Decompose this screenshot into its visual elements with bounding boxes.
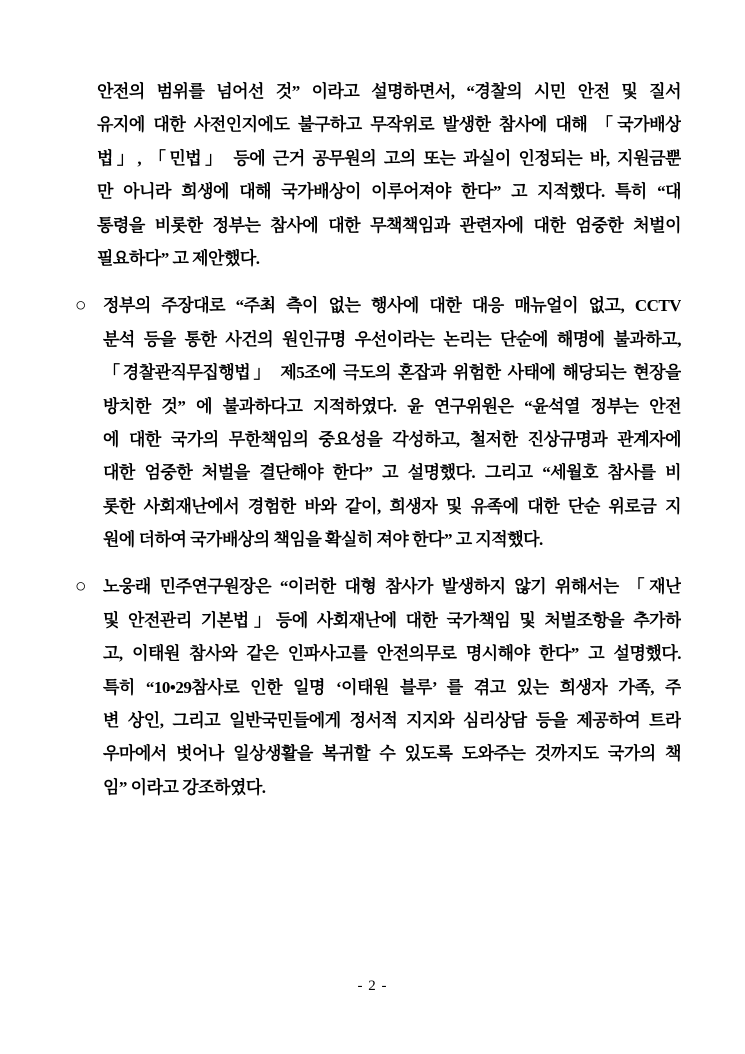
text-line: 분석 등을 통한 사건의 원인규명 우선이라는 논리는 단순에 해명에 불과하고,	[103, 329, 681, 349]
paragraph-bullet-1	[75, 289, 681, 556]
text-line: 만 아니라 희생에 대해 국가배상이 이루어져야 한다” 고 지적했다. 특히 “대	[97, 182, 681, 202]
page-number: - 2 -	[357, 978, 388, 994]
text-line: 대한 엄중한 처벌을 결단해야 한다” 고 설명했다. 그리고 “세월호 참사를 비	[103, 463, 681, 483]
text-line: 안전의 범위를 넘어선 것” 이라고 설명하면서, “경찰의 시민 안전 및 질서	[97, 82, 681, 101]
text-line: 에 대한 국가의 무한책임의 중요성을 각성하고, 철저한 진상규명과 관계자에	[103, 429, 681, 449]
text-line: 특히 “10•29참사로 인한 일명 ‘이태원 블루’ 를 겪고 있는 희생자 가족, 주	[103, 677, 681, 697]
paragraph-bullet-2	[75, 570, 681, 804]
text-line: 원에 더하여 국가배상의 책임을 확실히 져야 한다” 고 지적했다.	[103, 530, 543, 550]
text-line: 노웅래 민주연구원장은 “이러한 대형 참사가 발생하지 않기 위해서는 「재난	[103, 577, 681, 597]
text-line: 유지에 대한 사전인지에도 불구하고 무작위로 발생한 참사에 대해 「국가배상	[97, 115, 681, 135]
text-line: 법」, 「민법」 등에 근거 공무원의 고의 또는 과실이 인정되는 바, 지원금뿐	[97, 148, 681, 168]
text-line: 통령을 비롯한 정부는 참사에 대한 무책책임과 관련자에 대한 엄중한 처벌이	[97, 215, 681, 235]
text-line: 필요하다” 고 제안했다.	[97, 248, 260, 268]
circle-bullet-icon: ○	[75, 295, 87, 317]
text-line: 및 안전관리 기본법」등에 사회재난에 대한 국가책임 및 처벌조항을 추가하	[103, 610, 681, 630]
text-line: 우마에서 벗어나 일상생활을 복귀할 수 있도록 도와주는 것까지도 국가의 책	[103, 744, 681, 764]
paragraph-continuation	[97, 75, 681, 275]
document-body	[75, 75, 681, 818]
text-line: 임” 이라고 강조하였다.	[103, 777, 266, 797]
text-line: 방치한 것” 에 불과하다고 지적하였다. 윤 연구위원은 “윤석열 정부는 안전	[103, 396, 681, 416]
text-line: 고, 이태원 참사와 같은 인파사고를 안전의무로 명시해야 한다” 고 설명했다.	[103, 644, 681, 664]
text-line: 변 상인, 그리고 일반국민들에게 정서적 지지와 심리상담 등을 제공하여 트라	[103, 711, 681, 731]
circle-bullet-icon: ○	[75, 576, 87, 598]
text-line: 「경찰관직무집행법」 제5조에 극도의 혼잡과 위험한 사태에 해당되는 현장을	[103, 363, 681, 383]
text-line: 정부의 주장대로 “주최 측이 없는 행사에 대한 대응 매뉴얼이 없고, CCTV	[103, 296, 681, 316]
text-line: 롯한 사회재난에서 경험한 바와 같이, 희생자 및 유족에 대한 단순 위로금 지	[103, 496, 681, 516]
